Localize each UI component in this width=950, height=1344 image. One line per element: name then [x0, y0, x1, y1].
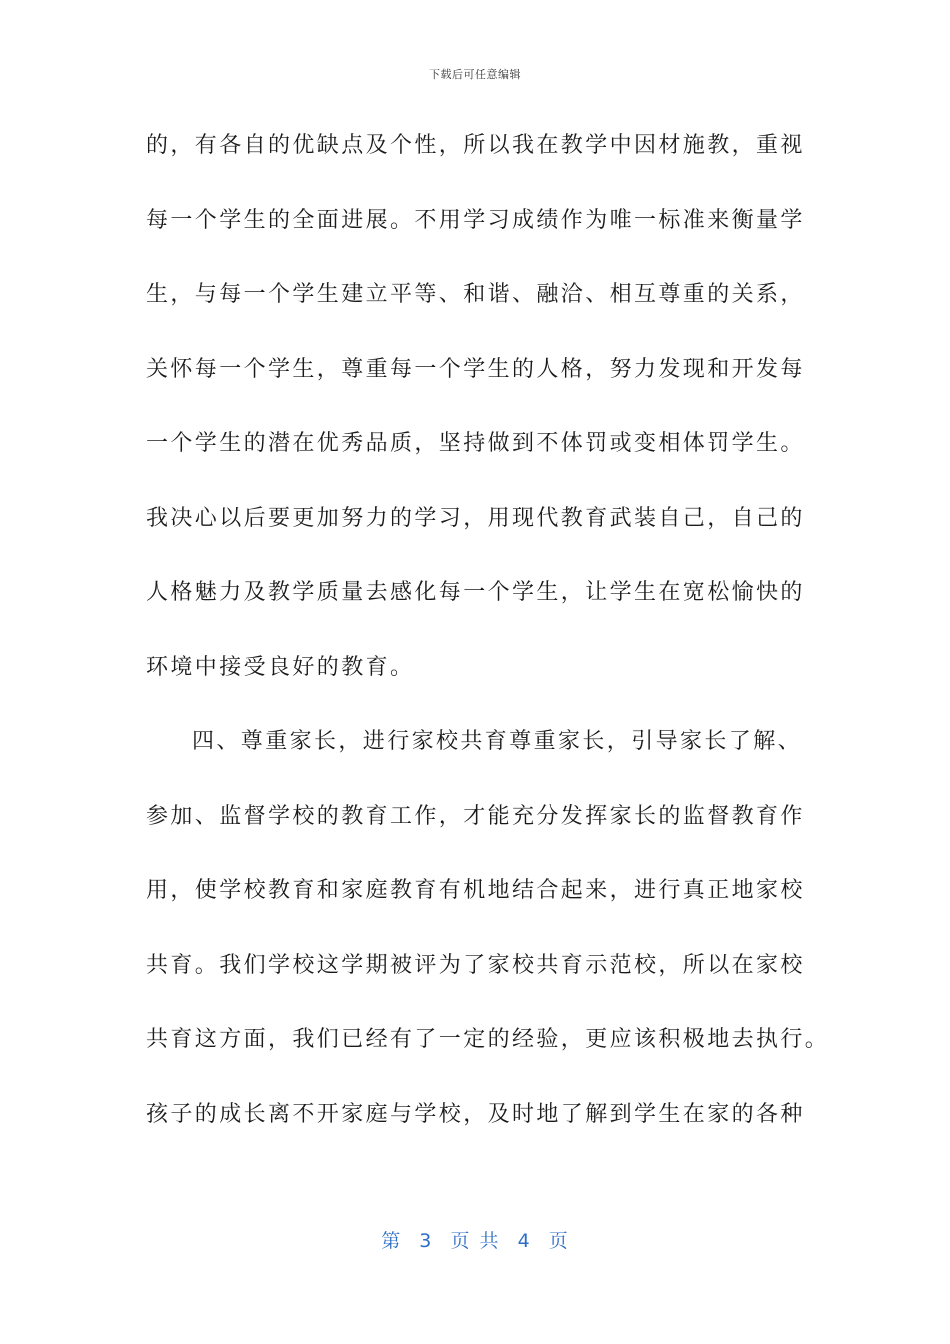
body-line: 一个学生的潜在优秀品质，坚持做到不体罚或变相体罚学生。	[146, 431, 805, 456]
body-line: 用，使学校教育和家庭教育有机地结合起来，进行真正地家校	[146, 878, 805, 903]
body-line: 环境中接受良好的教育。	[146, 654, 415, 680]
paragraph-start-line: 四、尊重家长，进行家校共育尊重家长，引导家长了解、	[192, 729, 803, 754]
body-line: 的，有各自的优缺点及个性，所以我在教学中因材施教，重视	[146, 133, 805, 158]
page-number-footer	[0, 1226, 950, 1253]
body-line: 每一个学生的全面进展。不用学习成绩作为唯一标准来衡量学	[146, 207, 805, 233]
body-line: 参加、监督学校的教育工作，才能充分发挥家长的监督教育作	[146, 803, 805, 829]
body-line: 人格魅力及教学质量去感化每一个学生，让学生在宽松愉快的	[146, 580, 805, 605]
body-line: 共育这方面，我们已经有了一定的经验，更应该积极地去执行。	[146, 1027, 830, 1052]
page-header: 下载后可任意编辑	[429, 68, 521, 81]
body-line: 生，与每一个学生建立平等、和谐、融洽、相互尊重的关系，	[146, 282, 805, 307]
body-line: 我决心以后要更加努力的学习，用现代教育武装自己，自己的	[146, 505, 805, 531]
document-body	[146, 127, 830, 1170]
body-line: 关怀每一个学生，尊重每一个学生的人格，努力发现和开发每	[146, 356, 805, 382]
body-line: 共育。我们学校这学期被评为了家校共育示范校，所以在家校	[146, 952, 805, 978]
body-line: 孩子的成长离不开家庭与学校，及时地了解到学生在家的各种	[146, 1101, 805, 1127]
page-number-text: 第 3 页 共 4 页	[381, 1230, 569, 1252]
